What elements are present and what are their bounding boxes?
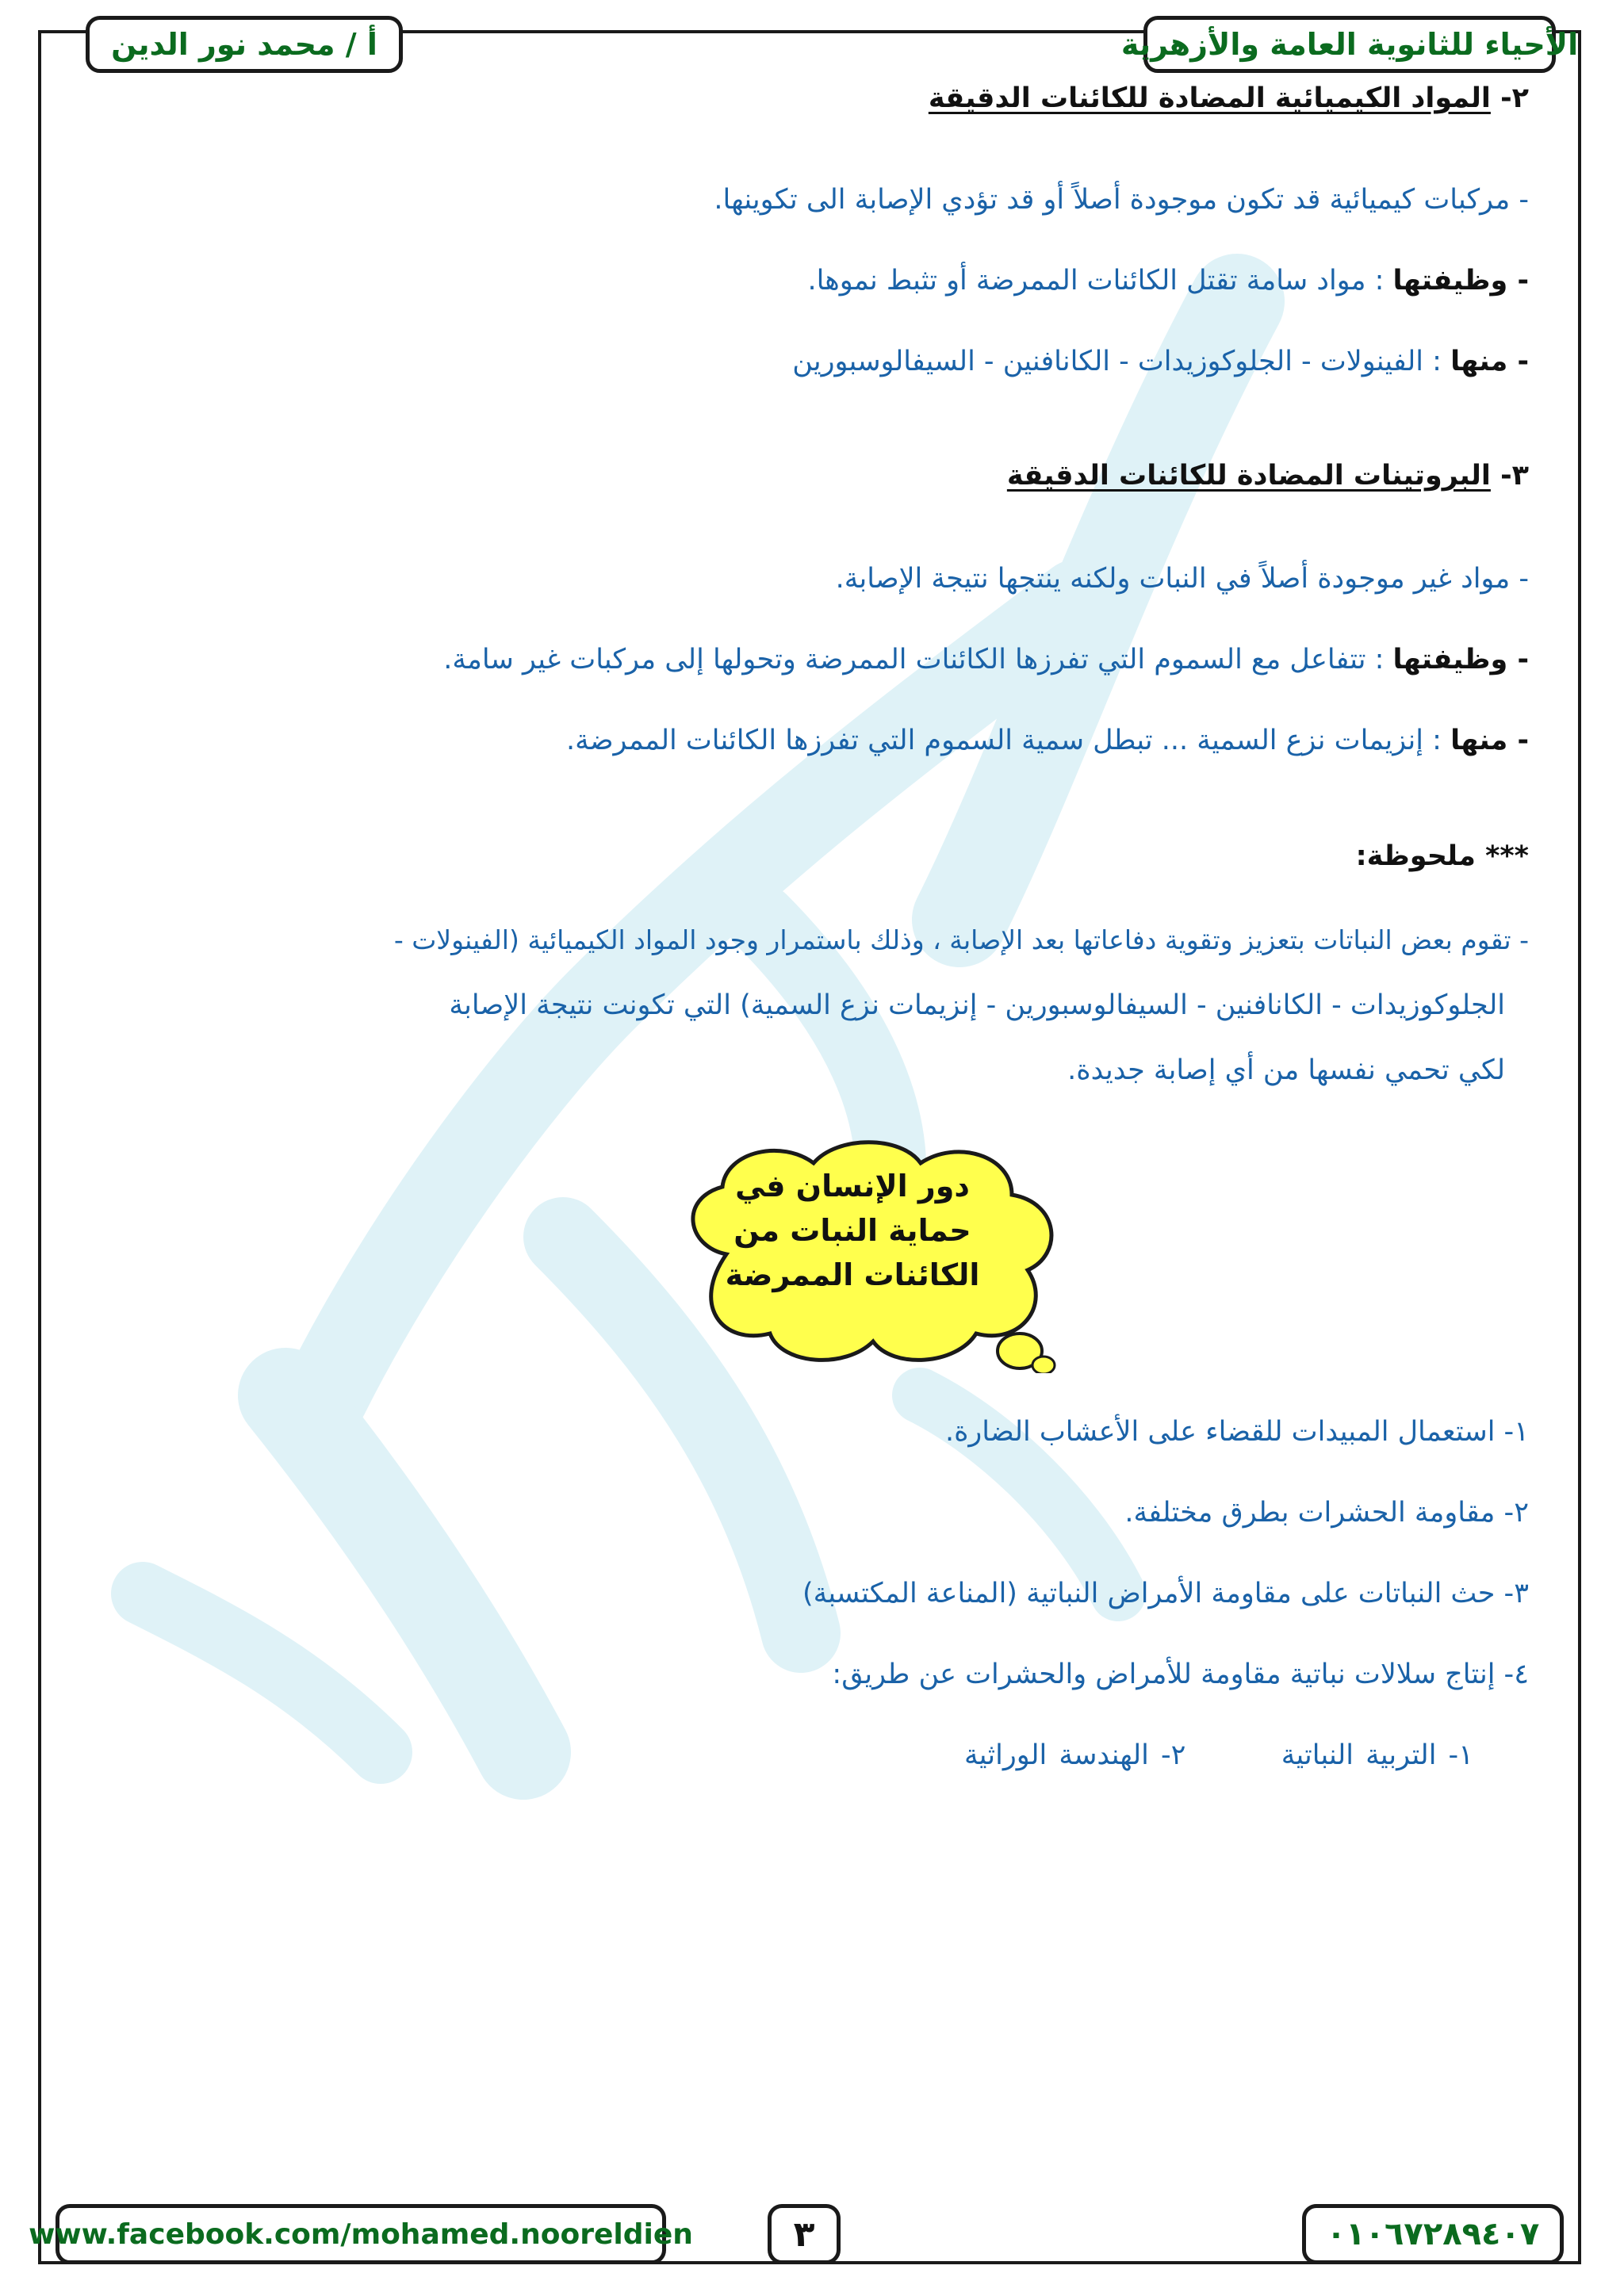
examples-label: - منها bbox=[1450, 346, 1529, 377]
section-2-heading bbox=[95, 82, 1529, 114]
teacher-name-box: أ / محمد نور الدين bbox=[86, 16, 403, 73]
section-2-title: المواد الكيميائية المضادة للكائنات الدقيقة bbox=[928, 82, 1491, 114]
section-3-heading bbox=[95, 460, 1529, 492]
function-label: - وظيفتها bbox=[1392, 644, 1529, 675]
section-2-function bbox=[95, 265, 1529, 297]
section-2-number: ٢- bbox=[1500, 82, 1529, 114]
examples-label: - منها bbox=[1450, 725, 1529, 756]
section-2-examples bbox=[95, 346, 1529, 377]
section-3-definition: - مواد غير موجودة أصلاً في النبات ولكنه ينتجها نتيجة الإصابة. bbox=[835, 563, 1529, 595]
bubble-line-3: الكائنات الممرضة bbox=[725, 1257, 980, 1292]
note-line-2: الجلوكوزيدات - الكانافنين - السيفالوسبورين - إنزيمات نزع السمية) التي تكونت نتيجة الإصابة bbox=[449, 989, 1505, 1021]
examples-text: : إنزيمات نزع السمية ... تبطل سمية السموم التي تفرزها الكائنات الممرضة. bbox=[565, 725, 1451, 756]
examples-text: : الفينولات - الجلوكوزيدات - الكانافنين - السيفالوسبورين bbox=[792, 346, 1451, 377]
bubble-text bbox=[690, 1164, 1015, 1297]
section-3-examples bbox=[95, 725, 1529, 756]
bubble-line-2: حماية النبات من bbox=[733, 1213, 971, 1248]
function-text: : تتفاعل مع السموم التي تفرزها الكائنات الممرضة وتحولها إلى مركبات غير سامة. bbox=[443, 644, 1393, 675]
phone-number: ٠١٠٦٧٢٨٩٤٠٧ bbox=[1302, 2204, 1564, 2264]
page-number: ٣ bbox=[768, 2204, 841, 2264]
note-line-3: لكي تحمي نفسها من أي إصابة جديدة. bbox=[1067, 1054, 1505, 1086]
list-item: ٣- حث النباتات على مقاومة الأمراض النباتية (المناعة المكتسبة) bbox=[802, 1578, 1529, 1609]
function-label: - وظيفتها bbox=[1392, 265, 1529, 297]
function-text: : مواد سامة تقتل الكائنات الممرضة أو تثبط نموها. bbox=[807, 265, 1393, 297]
list-item: ٤- إنتاج سلالات نباتية مقاومة للأمراض والحشرات عن طريق: bbox=[832, 1659, 1529, 1690]
list-item: ٢- مقاومة الحشرات بطرق مختلفة. bbox=[1124, 1497, 1529, 1529]
section-3-title: البروتينات المضادة للكائنات الدقيقة bbox=[1006, 460, 1491, 492]
bubble-line-1: دور الإنسان في bbox=[735, 1169, 970, 1203]
section-3-number: ٣- bbox=[1500, 460, 1529, 492]
facebook-link[interactable]: www.facebook.com/mohamed.nooreldien bbox=[56, 2204, 666, 2264]
list-item: ١- استعمال المبيدات للقضاء على الأعشاب الضارة. bbox=[944, 1416, 1529, 1448]
course-title-box: الأحياء للثانوية العامة والأزهرية bbox=[1143, 16, 1556, 73]
note-line-1: - تقوم بعض النباتات بتعزيز وتقوية دفاعاتها بعد الإصابة ، وذلك باستمرار وجود المواد الكيميائية (الفينولات - bbox=[393, 924, 1529, 955]
sub-list-item: ٢- الهندسة الوراثية bbox=[964, 1739, 1186, 1771]
section-3-function bbox=[95, 644, 1529, 675]
sub-list-item: ١- التربية النباتية bbox=[1281, 1739, 1473, 1771]
section-2-definition: - مركبات كيميائية قد تكون موجودة أصلاً أو قد تؤدي الإصابة الى تكوينها. bbox=[714, 184, 1529, 216]
sub-list bbox=[95, 1739, 1529, 1771]
note-title: *** ملحوظة: bbox=[1355, 840, 1529, 872]
